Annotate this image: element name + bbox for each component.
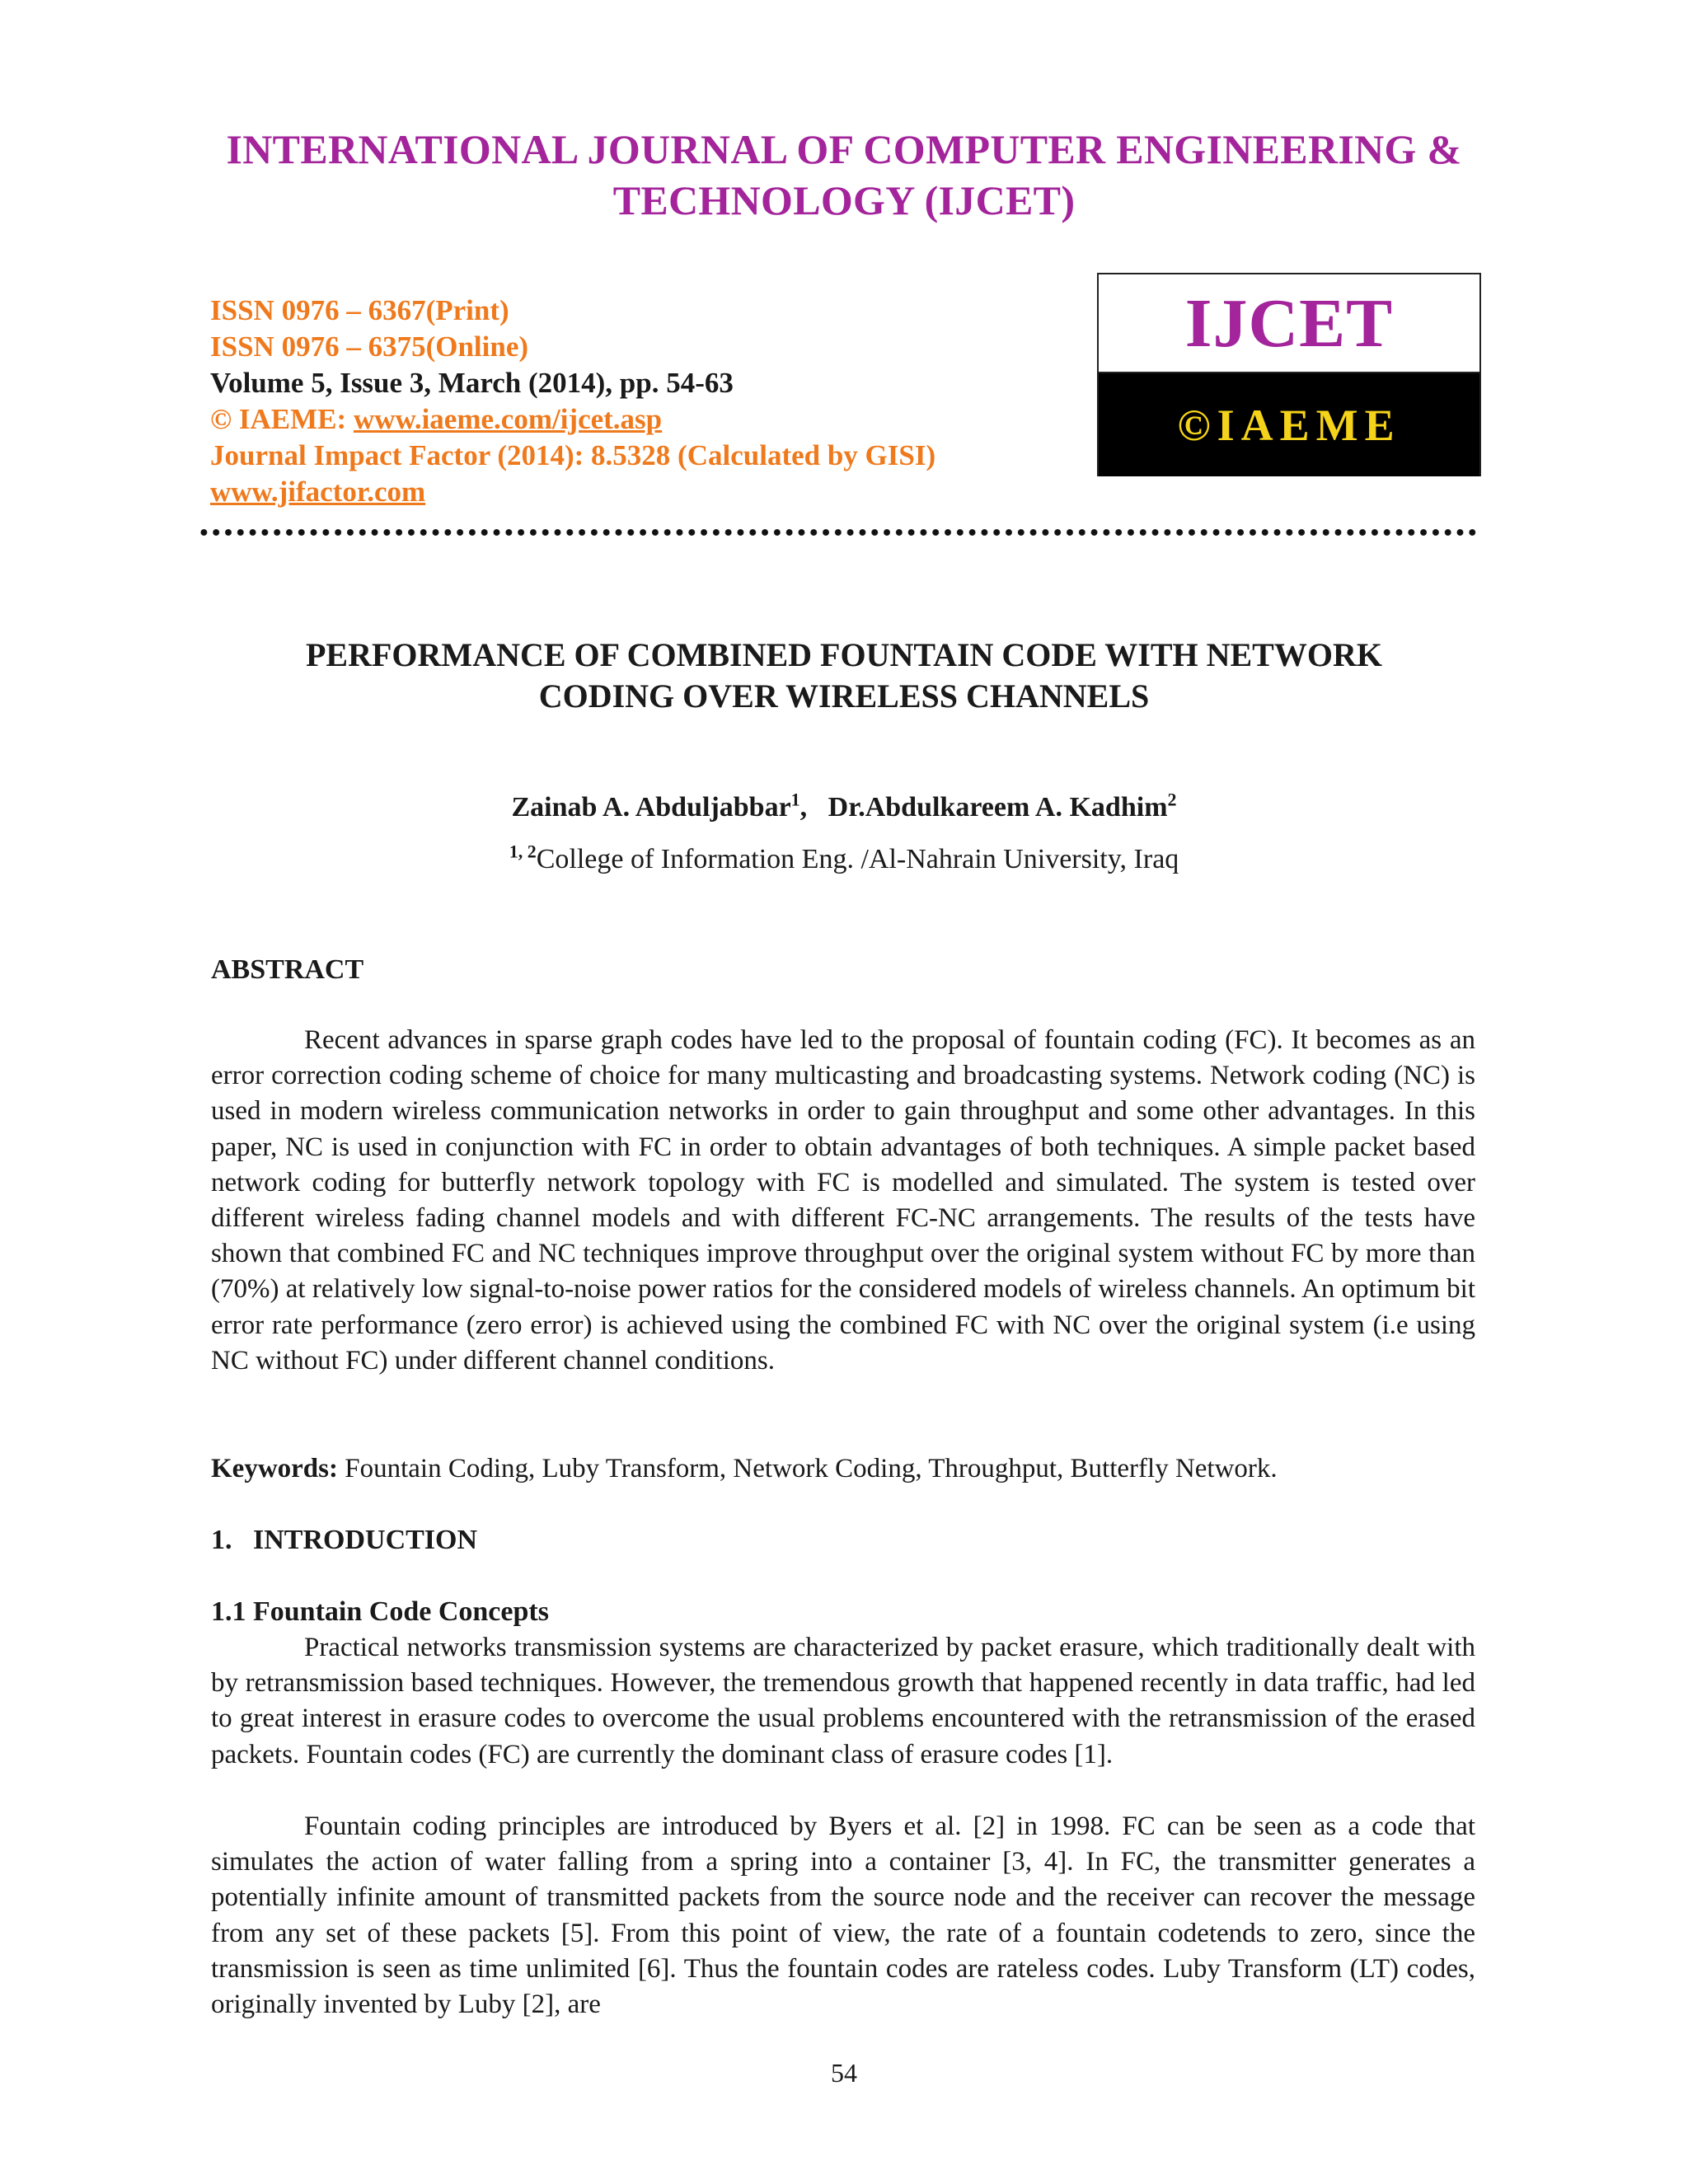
journal-meta	[210, 293, 935, 510]
affiliation-text: College of Information Eng. /Al-Nahrain University, Iraq	[536, 844, 1179, 874]
paper-title	[0, 635, 1688, 717]
issn-online: ISSN 0976 – 6375(Online)	[210, 330, 529, 363]
dotted-divider	[198, 527, 1480, 537]
author-separator: ,	[799, 792, 808, 823]
iaeme-link[interactable]: www.iaeme.com/ijcet.asp	[353, 403, 663, 435]
abstract-body: Recent advances in sparse graph codes have led to the proposal of fountain coding (FC). It becomes as an error correction coding scheme of choice for many multicasting and broadcasting systems. Network coding (NC) is used in modern wireless communication networks in order to gain throughput and some other advantages. In this paper, NC is used in conjunction with FC in order to obtain advantages of both techniques. A simple packet based network coding for butterfly network topology with FC is modelled and simulated. The system is tested over different wireless fading channel models and with different FC-NC arrangements. The results of the tests have shown that combined FC and NC techniques improve throughput over the original system without FC by more than (70%) at relatively low signal-to-noise power ratios for the considered models of wireless channels. An optimum bit error rate performance (zero error) is achieved using the combined FC with NC over the original system (i.e using NC without FC) under different channel conditions.	[211, 1025, 1475, 1376]
logo-ijcet-text: IJCET	[1099, 274, 1479, 373]
author-2: Dr.Abdulkareem A. Kadhim	[828, 792, 1168, 823]
logo-iaeme-text: ©IAEME	[1099, 373, 1479, 476]
ijcet-logo	[1097, 273, 1481, 476]
page-number: 54	[831, 2058, 857, 2088]
volume-info: Volume 5, Issue 3, March (2014), pp. 54-63	[210, 367, 734, 399]
issn-print: ISSN 0976 – 6367(Print)	[210, 294, 509, 326]
section-heading-introduction: 1. INTRODUCTION	[211, 1525, 478, 1555]
abstract-heading: ABSTRACT	[211, 954, 364, 985]
author-2-sup: 2	[1167, 789, 1177, 810]
affiliation	[0, 842, 1688, 877]
paper-title-line2: CODING OVER WIRELESS CHANNELS	[538, 677, 1150, 715]
jifactor-line	[210, 474, 935, 510]
authors	[0, 791, 1688, 824]
journal-title-line1: INTERNATIONAL JOURNAL OF COMPUTER ENGINEERING &	[226, 126, 1462, 172]
paper-title-line1: PERFORMANCE OF COMBINED FOUNTAIN CODE WITH NETWORK	[306, 636, 1382, 673]
intro-paragraph-1: Practical networks transmission systems are characterized by packet erasure, which traditionally dealt with by retransmission based techniques. However, the tremendous growth that happened recently in data traffic, had led to great interest in erasure codes to overcome the usual problems encountered with the retransmission of the erased packets. Fountain codes (FC) are currently the dominant class of erasure codes [1].	[211, 1633, 1475, 1769]
iaeme-line	[210, 401, 935, 438]
journal-title-line2: TECHNOLOGY (IJCET)	[612, 177, 1076, 223]
keywords-label: Keywords:	[211, 1454, 338, 1483]
keywords-text: Fountain Coding, Luby Transform, Network Coding, Throughput, Butterfly Network.	[337, 1454, 1278, 1483]
intro-paragraph-2: Fountain coding principles are introduced by Byers et al. [2] in 1998. FC can be seen as a code that simulates the action of water falling from a spring into a container [3, 4]. In FC, the transmitter generates a potentially infinite amount of transmitted packets from the source node and the receiver can recover the message from any set of these packets [5]. From this point of view, the rate of a fountain codetends to zero, since the transmission is seen as time unlimited [6]. Thus the fountain codes are rateless codes. Luby Transform (LT) codes, originally invented by Luby [2], are	[211, 1811, 1475, 2020]
journal-title	[0, 124, 1688, 226]
impact-factor: Journal Impact Factor (2014): 8.5328 (Calculated by GISI)	[210, 439, 936, 471]
author-1-sup: 1	[790, 789, 800, 810]
author-1: Zainab A. Abduljabbar	[511, 792, 791, 823]
jifactor-link[interactable]: www.jifactor.com	[210, 476, 426, 508]
keywords	[211, 1451, 1475, 1487]
iaeme-prefix: © IAEME:	[210, 403, 354, 435]
subsection-heading-fountain: 1.1 Fountain Code Concepts	[211, 1596, 549, 1627]
affiliation-sup: 1, 2	[509, 841, 537, 862]
